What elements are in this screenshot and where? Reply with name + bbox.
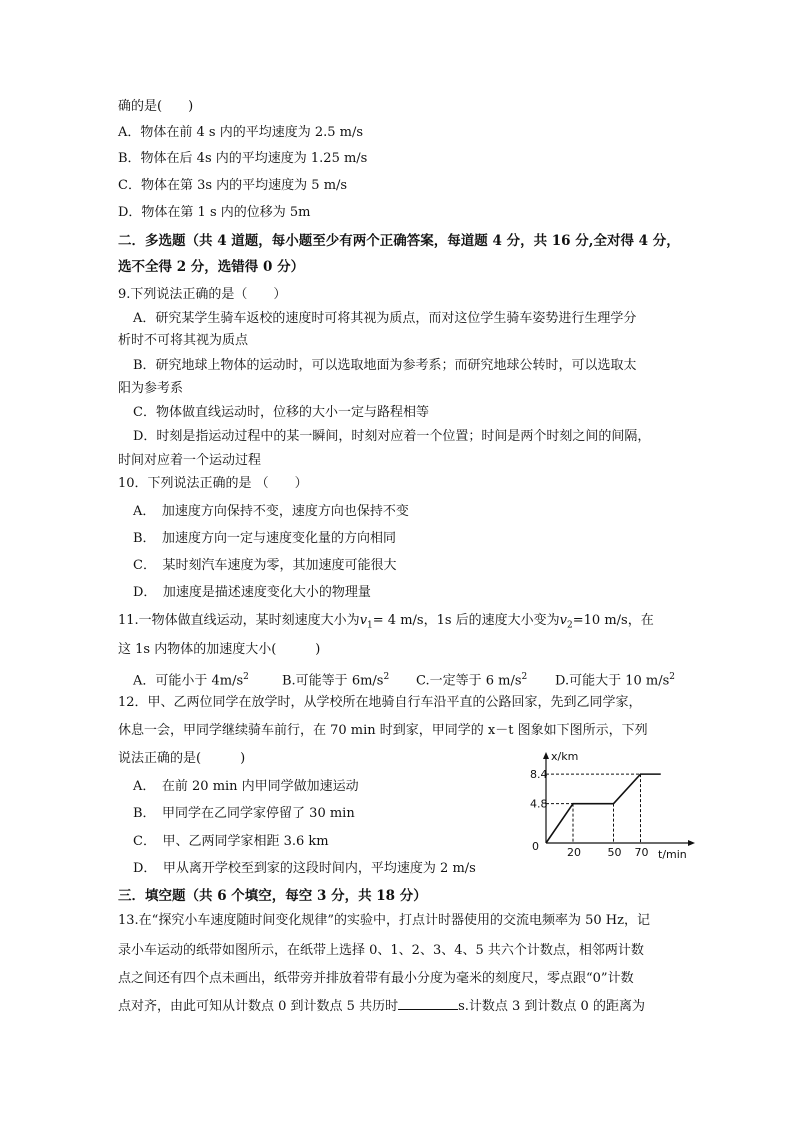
graph-line [546, 774, 661, 843]
q9-option-b: B．研究地球上物体的运动时，可以选取地面为参考系；而研究地球公转时，可以选取太 [133, 358, 637, 373]
q11-v1-symbol: v [359, 613, 368, 628]
q11-stem-cont: 这 1s 内物体的加速度大小( ) [118, 642, 321, 657]
q12-option-a: A． 在前 20 min 内甲同学做加速运动 [133, 779, 359, 794]
q8-option-d: D．物体在第 1 s 内的位移为 5m [118, 205, 311, 220]
q11-stem-part3: =10 m/s，在 [572, 613, 654, 628]
section-3-heading: 三．填空题（共 6 个填空，每空 3 分，共 18 分） [118, 888, 427, 904]
q11-option-a [133, 668, 249, 690]
q9-option-d-cont: 时间对应着一个运动过程 [118, 453, 262, 468]
x-tick-label: 20 [567, 846, 581, 859]
q13-stem-cont2: 点之间还有四个点未画出，纸带旁并排放着带有最小分度为毫米的刻度尺，零点跟“0”计数 [118, 971, 634, 986]
y-axis-arrow-icon [543, 752, 549, 759]
q8-stem-tail: 确的是( ) [118, 99, 194, 114]
q11-option-c [416, 668, 527, 690]
xt-graph [528, 750, 698, 862]
squared-superscript: 2 [521, 672, 528, 682]
q12-option-b: B． 甲同学在乙同学家停留了 30 min [133, 806, 355, 821]
origin-label: 0 [532, 840, 539, 853]
q10-option-c: C． 某时刻汽车速度为零，其加速度可能很大 [133, 558, 397, 573]
squared-superscript: 2 [383, 672, 390, 682]
squared-superscript: 2 [669, 672, 676, 682]
squared-superscript: 2 [243, 672, 249, 682]
y-tick-label: 8.4 [530, 768, 548, 782]
q8-option-a: A．物体在前 4 s 内的平均速度为 2.5 m/s [118, 125, 364, 140]
q9-option-d: D．时刻是指运动过程中的某一瞬间，时刻对应着一个位置；时间是两个时刻之间的间隔， [133, 429, 651, 444]
q10-stem: 10．下列说法正确的是 （ ） [118, 476, 308, 491]
q11-option-c-text: C.一定等于 6 m/s [416, 673, 522, 689]
q9-option-a: A．研究某学生骑车返校的速度时可将其视为质点，而对这位学生骑车姿势进行生理学分 [133, 311, 637, 326]
q11-option-b-text: B.可能等于 6m/s [282, 673, 384, 689]
q11-option-b [282, 668, 389, 690]
q11-v2-symbol: v [559, 613, 568, 628]
q11-stem-part1: 11.一物体做直线运动，某时刻速度大小为 [118, 613, 360, 628]
x-tick-label: 50 [607, 846, 622, 859]
q12-stem-cont2: 说法正确的是( ) [118, 751, 246, 766]
q13-stem: 13.在“探究小车速度随时间变化规律”的实验中，打点计时器使用的交流电频率为 50 Hz，记 [118, 913, 650, 928]
q10-option-a: A． 加速度方向保持不变，速度方向也保持不变 [133, 504, 409, 519]
q13-stem-cont1: 录小车运动的纸带如图所示，在纸带上选择 0、1、2、3、4、5 共六个计数点，相邻两计数 [118, 943, 644, 958]
q11-v2-subscript: 2 [567, 620, 573, 631]
q13-text-before-blank: 点对齐，由此可知从计数点 0 到计数点 5 共历时 [118, 999, 399, 1014]
q12-stem: 12．甲、乙两位同学在放学时，从学校所在地骑自行车沿平直的公路回家，先到乙同学家， [118, 695, 642, 710]
q10-option-d: D． 加速度是描述速度变化大小的物理量 [133, 585, 371, 600]
section-2-heading: 二．多选题（共 4 道题，每小题至少有两个正确答案，每道题 4 分，共 16 分,全对得 4 分， [118, 233, 680, 249]
q12-option-d: D． 甲从离开学校至到家的这段时间内，平均速度为 2 m/s [133, 861, 476, 876]
q8-option-b: B．物体在后 4s 内的平均速度为 1.25 m/s [118, 151, 368, 166]
q9-option-b-cont: 阳为参考系 [118, 381, 184, 396]
q9-option-a-cont: 析时不可将其视为质点 [118, 333, 249, 348]
y-tick-label: 4.8 [530, 797, 548, 811]
q11-option-a-text: A．可能小于 4m/s [133, 673, 244, 689]
answer-blank[interactable] [398, 997, 458, 1010]
q11-stem [118, 612, 654, 635]
q11-option-d-text: D.可能大于 10 m/s [555, 673, 670, 689]
q11-v1-subscript: 1 [367, 620, 373, 631]
y-axis-label: x/km [551, 750, 579, 763]
q12-option-c: C． 甲、乙两同学家相距 3.6 km [133, 834, 329, 849]
q9-option-c: C．物体做直线运动时，位移的大小一定与路程相等 [133, 405, 429, 420]
q11-option-d [555, 668, 675, 690]
q13-stem-cont3 [118, 997, 645, 1016]
q11-stem-part2: = 4 m/s，1s 后的速度大小变为 [372, 613, 560, 628]
x-tick-label: 70 [634, 846, 649, 859]
q10-option-b: B． 加速度方向一定与速度变化量的方向相同 [133, 531, 397, 546]
x-axis-label: t/min [658, 848, 687, 861]
q9-stem: 9.下列说法正确的是（ ） [118, 287, 287, 302]
q12-stem-cont1: 休息一会，甲同学继续骑车前行，在 70 min 时到家，甲同学的 x－t 图象如下图所示，下列 [118, 723, 648, 738]
q8-option-c: C．物体在第 3s 内的平均速度为 5 m/s [118, 178, 348, 193]
q13-text-after-blank: s.计数点 3 到计数点 0 的距离为 [458, 999, 645, 1014]
x-axis-arrow-icon [688, 840, 695, 846]
section-2-heading-cont: 选不全得 2 分，选错得 0 分） [118, 259, 305, 275]
